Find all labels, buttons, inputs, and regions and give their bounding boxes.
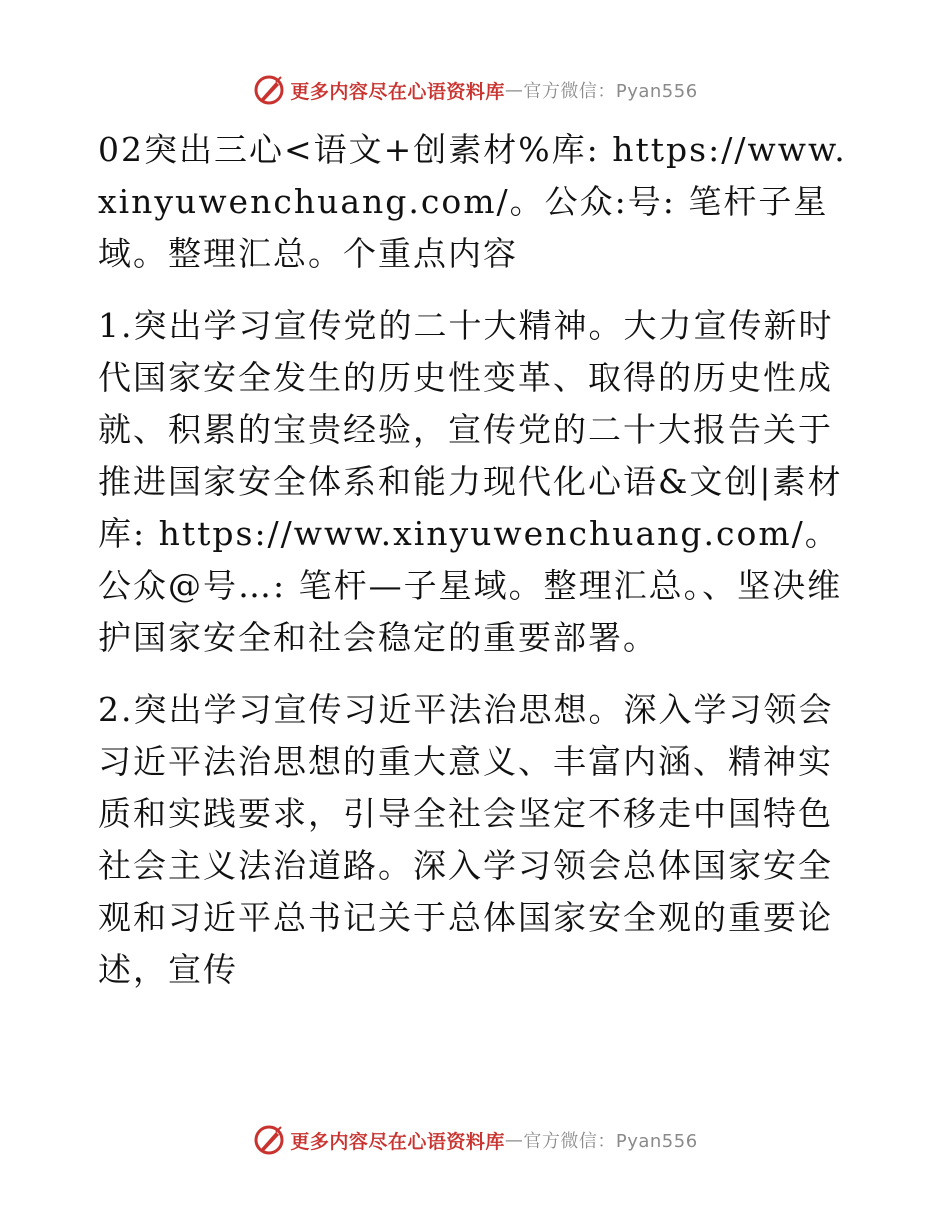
paragraph-point-2: 2.突出学习宣传习近平法治思想。深入学习领会习近平法治思想的重大意义、丰富内涵、精神实质和实践要求，引导全社会坚定不移走中国特色社会主义法治道路。深入学习领会总体国家安全观和习近平总书记关于总体国家安全观的重要论述，宣传 — [98, 690, 834, 989]
quill-pen-logo-icon — [252, 73, 286, 107]
document-body — [98, 124, 858, 996]
footer-banner-dash: — — [504, 1129, 524, 1151]
quill-pen-logo-icon — [252, 1123, 286, 1157]
banner-wechat: 官方微信：Pyan556 — [523, 81, 698, 102]
banner-dash: — — [504, 79, 524, 101]
paragraph-point-1: 1.突出学习宣传党的二十大精神。大力宣传新时代国家安全发生的历史性变革、取得的历史性成就、积累的宝贵经验，宣传党的二十大报告关于推进国家安全体系和能力现代化心语&文创|素材库: https://www.xinyuwenchuang.com/。公众@号…: 笔杆—子星域。整理汇总。、坚决维护国家安全和社会稳定的重要部署。 — [98, 306, 843, 657]
footer-banner-title: 更多内容尽在心语资料库 — [290, 1130, 505, 1153]
header-banner — [0, 68, 950, 112]
banner-title: 更多内容尽在心语资料库 — [290, 80, 505, 103]
footer-banner — [0, 1118, 950, 1162]
paragraph-intro: 02突出三心<语文+创素材%库: https://www.xinyuwenchuang.com/。公众:号: 笔杆子星域。整理汇总。个重点内容 — [98, 130, 847, 273]
footer-banner-wechat: 官方微信：Pyan556 — [523, 1131, 698, 1152]
